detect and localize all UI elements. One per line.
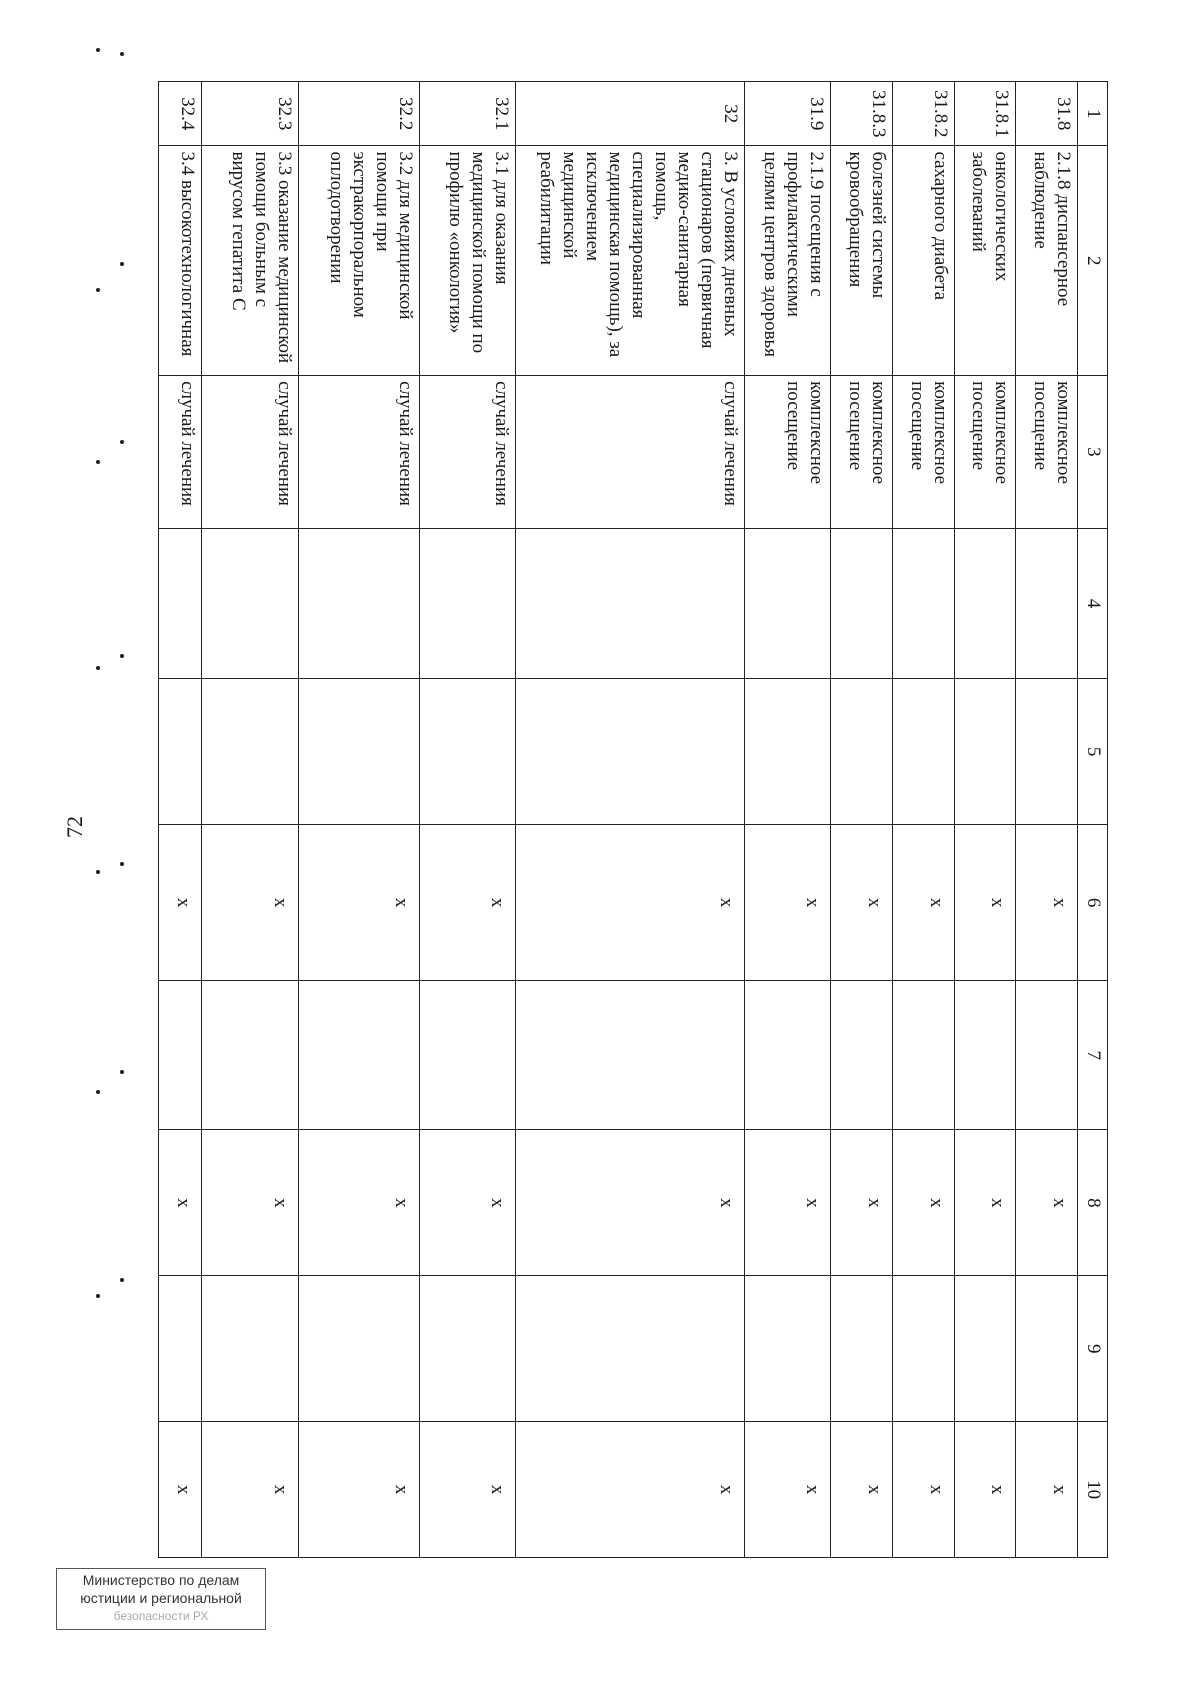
row-name: 2.1.8 диспансерное наблюдение (1016, 146, 1078, 376)
cell-col10: х (893, 1422, 955, 1558)
scan-speck (120, 1070, 124, 1074)
column-header: 2 (1078, 146, 1108, 376)
cell-col10: х (298, 1422, 419, 1558)
row-unit: случай лечения (515, 376, 744, 529)
scan-speck (96, 460, 100, 464)
cell-col4 (1016, 528, 1078, 678)
cell-col9 (298, 1276, 419, 1422)
cell-col9 (202, 1276, 298, 1422)
table-header-row (1078, 82, 1108, 1558)
row-name: сахарного диабета (893, 146, 955, 376)
row-number: 32.1 (419, 82, 515, 146)
row-number: 31.8.1 (954, 82, 1016, 146)
scan-speck (120, 262, 124, 266)
cell-col6: х (831, 825, 893, 981)
rotated-table-container (158, 81, 1108, 1558)
cell-col7 (745, 981, 831, 1130)
row-number: 32.4 (159, 82, 202, 146)
cell-col5 (745, 679, 831, 825)
cell-col5 (893, 679, 955, 825)
cell-col7 (515, 981, 744, 1130)
cell-col5 (159, 679, 202, 825)
column-header: 5 (1078, 679, 1108, 825)
row-number: 31.8.3 (831, 82, 893, 146)
scan-speck (120, 654, 124, 658)
column-header: 4 (1078, 528, 1108, 678)
cell-col10: х (831, 1422, 893, 1558)
cell-col4 (202, 528, 298, 678)
cell-col6: х (1016, 825, 1078, 981)
cell-col9 (745, 1276, 831, 1422)
row-unit: комплексное посещение (893, 376, 955, 529)
scan-speck (120, 440, 124, 444)
row-name: 2.1.9 посещения с профилактическими целями центров здоровья (745, 146, 831, 376)
cell-col8: х (298, 1130, 419, 1276)
row-name: 3.3 оказание медицинской помощи больным с вирусом гепатита С (202, 146, 298, 376)
cell-col4 (745, 528, 831, 678)
cell-col6: х (159, 825, 202, 981)
row-unit: случай лечения (202, 376, 298, 529)
scan-speck (96, 288, 100, 292)
cell-col5 (202, 679, 298, 825)
page-number: 72 (62, 816, 87, 838)
cell-col7 (419, 981, 515, 1130)
cell-col7 (893, 981, 955, 1130)
column-header: 7 (1078, 981, 1108, 1130)
row-name: онкологических заболеваний (954, 146, 1016, 376)
row-unit: случай лечения (159, 376, 202, 529)
row-number: 32.3 (202, 82, 298, 146)
row-name: 3. В условиях дневных стационаров (первичная медико-санитарная помощь, специализированная медицинская помощь), за исключением медицинской реабилитации (515, 146, 744, 376)
cell-col8: х (831, 1130, 893, 1276)
cell-col5 (831, 679, 893, 825)
cell-col5 (515, 679, 744, 825)
table-row (515, 82, 744, 1558)
cell-col8: х (202, 1130, 298, 1276)
cell-col7 (159, 981, 202, 1130)
cell-col8: х (159, 1130, 202, 1276)
cell-col10: х (515, 1422, 744, 1558)
column-header: 8 (1078, 1130, 1108, 1276)
cell-col6: х (515, 825, 744, 981)
cell-col8: х (893, 1130, 955, 1276)
table-row (831, 82, 893, 1558)
scan-speck (96, 1090, 100, 1094)
cell-col8: х (745, 1130, 831, 1276)
row-name: болезней системы кровообращения (831, 146, 893, 376)
cell-col9 (515, 1276, 744, 1422)
cell-col6: х (298, 825, 419, 981)
cell-col8: х (419, 1130, 515, 1276)
scan-speck (96, 666, 100, 670)
cell-col10: х (745, 1422, 831, 1558)
cell-col8: х (1016, 1130, 1078, 1276)
cell-col6: х (745, 825, 831, 981)
column-header: 6 (1078, 825, 1108, 981)
cell-col4 (831, 528, 893, 678)
row-number: 31.8 (1016, 82, 1078, 146)
stamp-line: юстиции и региональной (80, 1590, 242, 1606)
scan-speck (96, 1294, 100, 1298)
cell-col9 (1016, 1276, 1078, 1422)
scan-speck (120, 1278, 124, 1282)
cell-col7 (1016, 981, 1078, 1130)
cell-col9 (419, 1276, 515, 1422)
row-number: 32 (515, 82, 744, 146)
row-number: 31.9 (745, 82, 831, 146)
cell-col6: х (893, 825, 955, 981)
table-row (745, 82, 831, 1558)
table-row (954, 82, 1016, 1558)
column-header: 10 (1078, 1422, 1108, 1558)
row-unit: случай лечения (419, 376, 515, 529)
row-unit: комплексное посещение (1016, 376, 1078, 529)
cell-col8: х (515, 1130, 744, 1276)
stamp-line: Министерство по делам (82, 1572, 240, 1588)
scan-speck (120, 862, 124, 866)
cell-col6: х (202, 825, 298, 981)
row-unit: комплексное посещение (954, 376, 1016, 529)
stamp-line: безопасности РХ (113, 1609, 209, 1623)
cell-col7 (954, 981, 1016, 1130)
cell-col9 (893, 1276, 955, 1422)
cell-col6: х (419, 825, 515, 981)
cell-col5 (954, 679, 1016, 825)
scan-speck (96, 870, 100, 874)
cell-col10: х (1016, 1422, 1078, 1558)
table-row (159, 82, 202, 1558)
cell-col5 (1016, 679, 1078, 825)
table-row (419, 82, 515, 1558)
row-name: 3.2 для медицинской помощи при экстракорпоральном оплодотворении (298, 146, 419, 376)
cell-col4 (298, 528, 419, 678)
data-table (158, 81, 1108, 1558)
column-header: 1 (1078, 82, 1108, 146)
row-name: 3.4 высокотехнологичная (159, 146, 202, 376)
row-number: 31.8.2 (893, 82, 955, 146)
cell-col6: х (954, 825, 1016, 981)
table-row (298, 82, 419, 1558)
cell-col7 (831, 981, 893, 1130)
table-row (202, 82, 298, 1558)
cell-col8: х (954, 1130, 1016, 1276)
row-unit: комплексное посещение (745, 376, 831, 529)
row-name: 3.1 для оказания медицинской помощи по профилю «онкология» (419, 146, 515, 376)
row-unit: комплексное посещение (831, 376, 893, 529)
cell-col4 (954, 528, 1016, 678)
table-row (893, 82, 955, 1558)
cell-col10: х (419, 1422, 515, 1558)
table-body (159, 82, 1078, 1558)
cell-col4 (515, 528, 744, 678)
cell-col9 (159, 1276, 202, 1422)
table-row (1016, 82, 1078, 1558)
cell-col9 (831, 1276, 893, 1422)
cell-col5 (298, 679, 419, 825)
ministry-stamp (56, 1568, 266, 1630)
cell-col10: х (954, 1422, 1016, 1558)
column-header: 9 (1078, 1276, 1108, 1422)
cell-col9 (954, 1276, 1016, 1422)
cell-col10: х (159, 1422, 202, 1558)
cell-col7 (298, 981, 419, 1130)
scan-speck (96, 48, 100, 52)
row-number: 32.2 (298, 82, 419, 146)
cell-col4 (159, 528, 202, 678)
cell-col4 (893, 528, 955, 678)
row-unit: случай лечения (298, 376, 419, 529)
column-header: 3 (1078, 376, 1108, 529)
scan-speck (120, 52, 124, 56)
cell-col4 (419, 528, 515, 678)
cell-col7 (202, 981, 298, 1130)
cell-col5 (419, 679, 515, 825)
cell-col10: х (202, 1422, 298, 1558)
